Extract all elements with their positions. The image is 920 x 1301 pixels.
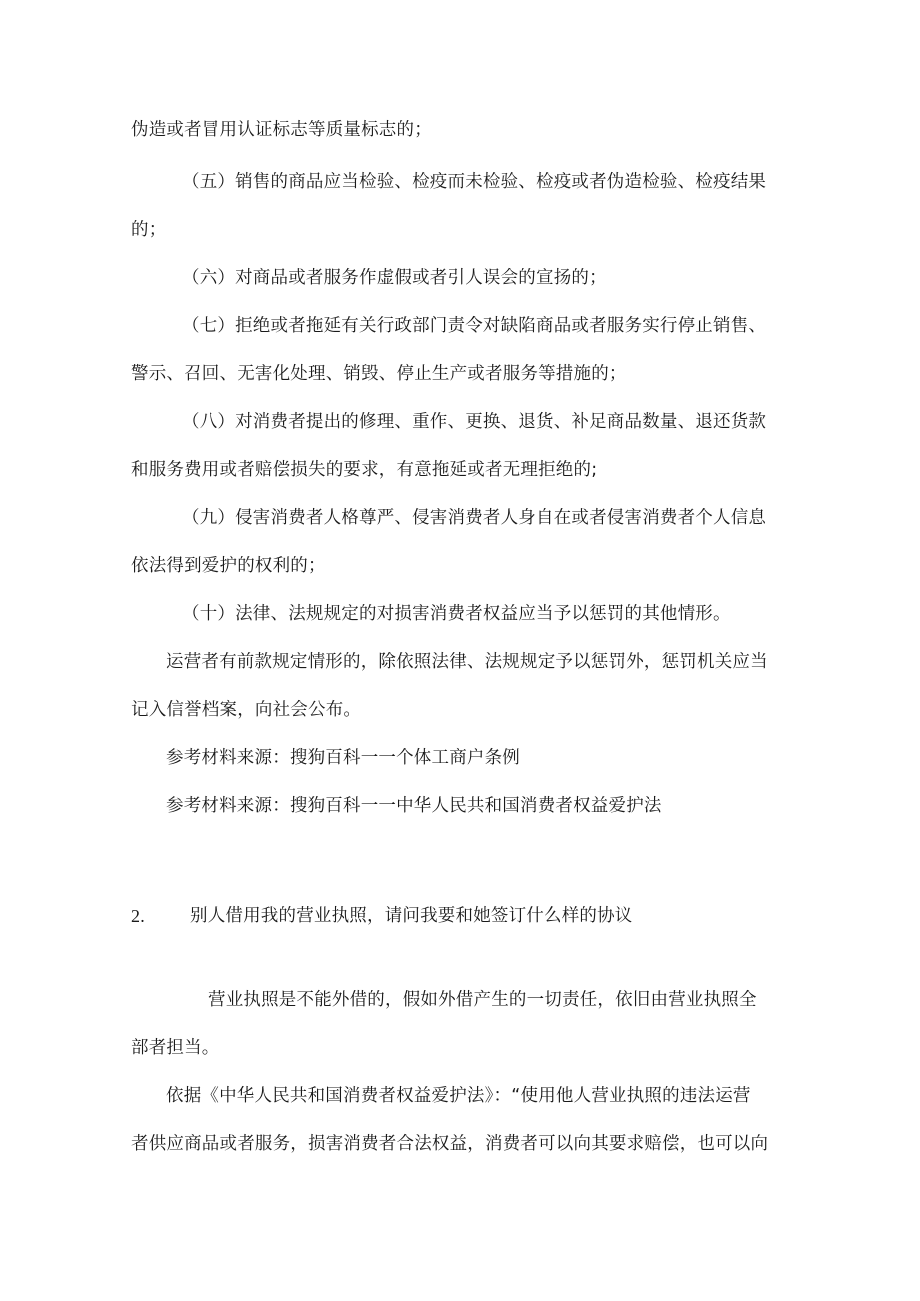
list-item-7-line-1: （七）拒绝或者拖延有关行政部门责令对缺陷商品或者服务实行停止销售、 xyxy=(182,316,767,336)
list-item-9-line-1: （九）侵害消费者人格尊严、侵害消费者人身自在或者侵害消费者个人信息 xyxy=(182,508,767,528)
answer-line-3: 依据《中华人民共和国消费者权益爱护法》：“使用他人营业执照的违法运营 xyxy=(166,1086,751,1106)
reference-line-1: 参考材料来源：搜狗百科一一个体工商户条例 xyxy=(166,748,520,768)
paragraph-line: 伪造或者冒用认证标志等质量标志的； xyxy=(131,120,432,140)
list-item-7-line-2: 警示、召回、无害化处理、销毁、停止生产或者服务等措施的； xyxy=(131,364,627,384)
list-item-5-line-2: 的； xyxy=(131,220,167,240)
list-item-6: （六）对商品或者服务作虚假或者引人误会的宣扬的； xyxy=(182,268,607,288)
paragraph-line: 记入信誉档案，向社会公布。 xyxy=(131,700,362,720)
question-number: 2. xyxy=(131,906,145,926)
question-heading: 别人借用我的营业执照，请问我要和她签订什么样的协议 xyxy=(190,906,633,926)
answer-line-2: 部者担当。 xyxy=(131,1038,220,1058)
answer-line-4: 者供应商品或者服务，损害消费者合法权益，消费者可以向其要求赔偿，也可以向 xyxy=(131,1134,769,1154)
list-item-5-line-1: （五）销售的商品应当检验、检疫而未检验、检疫或者伪造检验、检疫结果 xyxy=(182,172,767,192)
reference-line-2: 参考材料来源：搜狗百科一一中华人民共和国消费者权益爱护法 xyxy=(166,796,662,816)
paragraph-line: 运营者有前款规定情形的，除依照法律、法规规定予以惩罚外，惩罚机关应当 xyxy=(166,652,768,672)
list-item-8-line-2: 和服务费用或者赔偿损失的要求，有意拖延或者无理拒绝的; xyxy=(131,460,598,480)
list-item-10: （十）法律、法规规定的对损害消费者权益应当予以惩罚的其他情形。 xyxy=(182,604,731,624)
list-item-9-line-2: 依法得到爱护的权利的； xyxy=(131,556,326,576)
list-item-8-line-1: （八）对消费者提出的修理、重作、更换、退货、补足商品数量、退还货款 xyxy=(182,412,767,432)
answer-line-1: 营业执照是不能外借的，假如外借产生的一切责任，依旧由营业执照全 xyxy=(208,990,757,1010)
